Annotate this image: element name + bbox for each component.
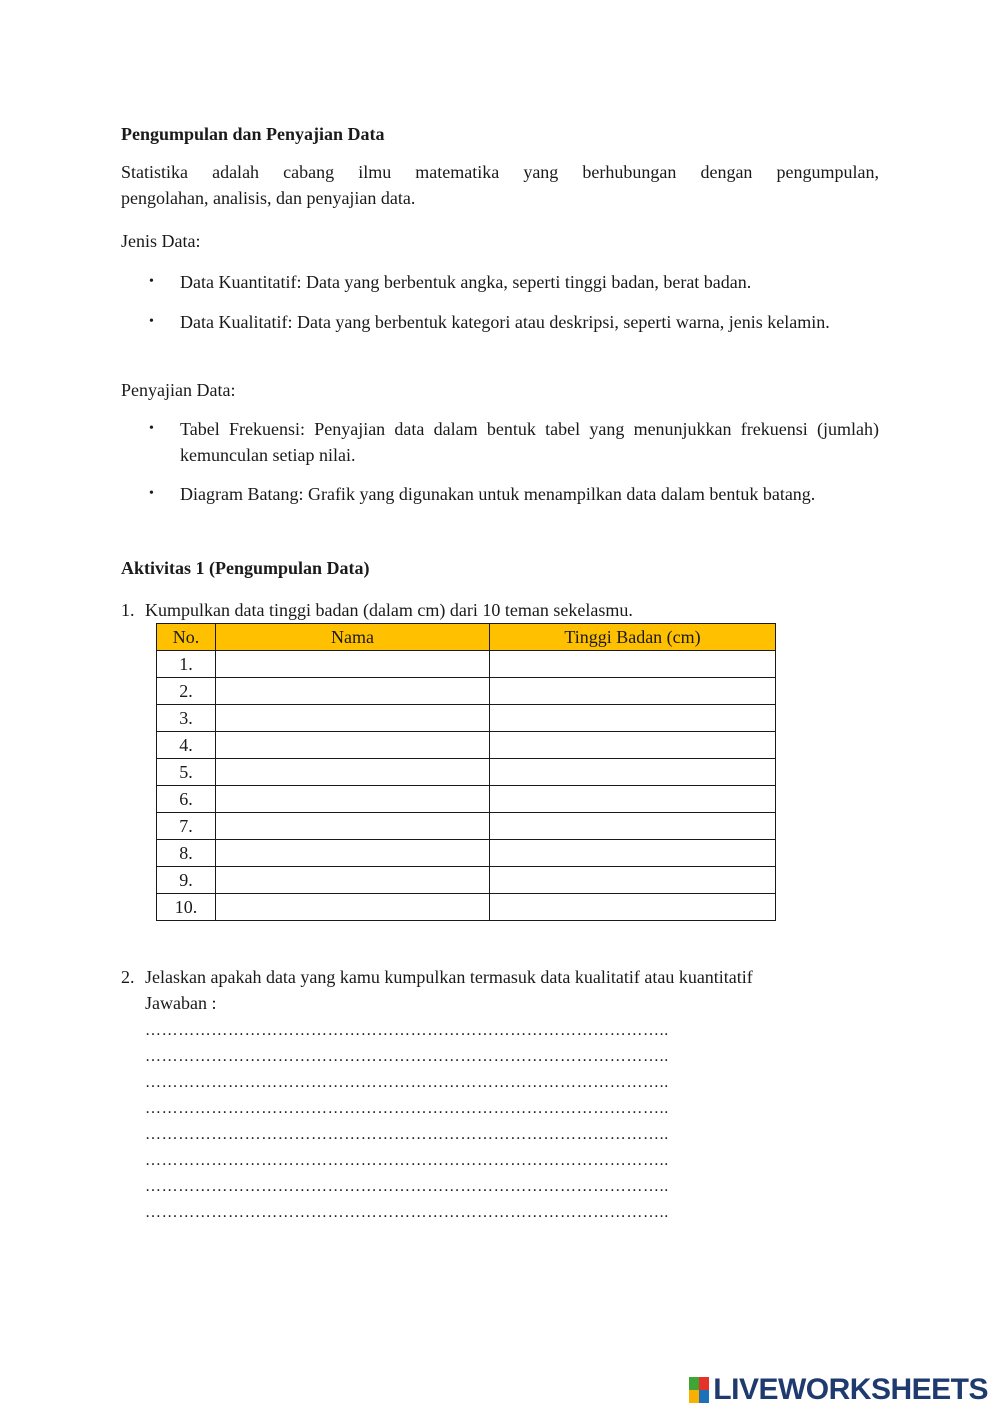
activity-title: Aktivitas 1 (Pengumpulan Data) — [121, 558, 370, 578]
answer-line[interactable]: ………………………………………………………………………………….. — [145, 1126, 669, 1143]
tinggi-cell[interactable] — [490, 840, 776, 867]
jenis-data-label: Jenis Data: — [121, 231, 201, 251]
table-row — [157, 813, 776, 840]
question-text: Jelaskan apakah data yang kamu kumpulkan termasuk data kualitatif atau kuantitatif — [145, 967, 753, 987]
answer-label: Jawaban : — [145, 993, 217, 1013]
tinggi-cell[interactable] — [490, 813, 776, 840]
nama-cell[interactable] — [216, 867, 490, 894]
header-nama: Nama — [216, 624, 490, 651]
nama-cell[interactable] — [216, 786, 490, 813]
question-number: 1. — [121, 600, 135, 620]
question-text: Kumpulkan data tinggi badan (dalam cm) dari 10 teman sekelasmu. — [145, 600, 633, 620]
answer-line[interactable]: ………………………………………………………………………………….. — [145, 1022, 669, 1039]
row-number: 9. — [157, 867, 216, 894]
nama-cell[interactable] — [216, 840, 490, 867]
row-number: 7. — [157, 813, 216, 840]
table-header-row — [157, 624, 776, 651]
table-row — [157, 894, 776, 921]
tinggi-cell[interactable] — [490, 651, 776, 678]
header-tinggi-badan: Tinggi Badan (cm) — [490, 624, 776, 651]
tinggi-cell[interactable] — [490, 786, 776, 813]
penyajian-item-text: Tabel Frekuensi: Penyajian data dalam bentuk tabel yang menunjukkan frekuensi (jumlah) kemunculan setiap nilai. — [180, 419, 879, 465]
bullet-icon: • — [149, 274, 154, 289]
liveworksheets-logo — [689, 1372, 988, 1408]
answer-line[interactable]: ………………………………………………………………………………….. — [145, 1074, 669, 1091]
row-number: 6. — [157, 786, 216, 813]
tinggi-cell[interactable] — [490, 678, 776, 705]
answer-line[interactable]: ………………………………………………………………………………….. — [145, 1204, 669, 1221]
bullet-icon: • — [149, 486, 154, 501]
nama-cell[interactable] — [216, 678, 490, 705]
row-number: 3. — [157, 705, 216, 732]
table-row — [157, 759, 776, 786]
header-no: No. — [157, 624, 216, 651]
nama-cell[interactable] — [216, 651, 490, 678]
tinggi-cell[interactable] — [490, 759, 776, 786]
row-number: 4. — [157, 732, 216, 759]
section-title: Pengumpulan dan Penyajian Data — [121, 124, 385, 144]
row-number: 8. — [157, 840, 216, 867]
answer-line[interactable]: ………………………………………………………………………………….. — [145, 1178, 669, 1195]
answer-line[interactable]: ………………………………………………………………………………….. — [145, 1048, 669, 1065]
tinggi-cell[interactable] — [490, 732, 776, 759]
bullet-icon: • — [149, 314, 154, 329]
question-number: 2. — [121, 967, 135, 987]
penyajian-data-label: Penyajian Data: — [121, 380, 236, 400]
height-data-table — [156, 623, 776, 921]
row-number: 1. — [157, 651, 216, 678]
nama-cell[interactable] — [216, 705, 490, 732]
row-number: 2. — [157, 678, 216, 705]
tinggi-cell[interactable] — [490, 705, 776, 732]
bullet-icon: • — [149, 421, 154, 436]
row-number: 10. — [157, 894, 216, 921]
table-row — [157, 678, 776, 705]
nama-cell[interactable] — [216, 813, 490, 840]
row-number: 5. — [157, 759, 216, 786]
answer-line[interactable]: ………………………………………………………………………………….. — [145, 1100, 669, 1117]
table-row — [157, 732, 776, 759]
tinggi-cell[interactable] — [490, 867, 776, 894]
table-row — [157, 867, 776, 894]
liveworksheets-logo-icon — [689, 1377, 709, 1403]
penyajian-item-text: Diagram Batang: Grafik yang digunakan untuk menampilkan data dalam bentuk batang. — [180, 484, 816, 504]
jenis-item-text: Data Kuantitatif: Data yang berbentuk angka, seperti tinggi badan, berat badan. — [180, 272, 752, 292]
table-row — [157, 651, 776, 678]
nama-cell[interactable] — [216, 732, 490, 759]
table-row — [157, 705, 776, 732]
nama-cell[interactable] — [216, 894, 490, 921]
table-row — [157, 786, 776, 813]
definition-line-1: Statistika adalah cabang ilmu matematika yang berhubungan dengan pengumpulan, — [121, 162, 879, 182]
table-row — [157, 840, 776, 867]
logo-text: LIVEWORKSHEETS — [713, 1373, 988, 1406]
answer-line[interactable]: ………………………………………………………………………………….. — [145, 1152, 669, 1169]
tinggi-cell[interactable] — [490, 894, 776, 921]
nama-cell[interactable] — [216, 759, 490, 786]
jenis-item-text: Data Kualitatif: Data yang berbentuk kategori atau deskripsi, seperti warna, jenis kelamin. — [180, 312, 830, 332]
definition-line-2: pengolahan, analisis, dan penyajian data. — [121, 188, 416, 208]
